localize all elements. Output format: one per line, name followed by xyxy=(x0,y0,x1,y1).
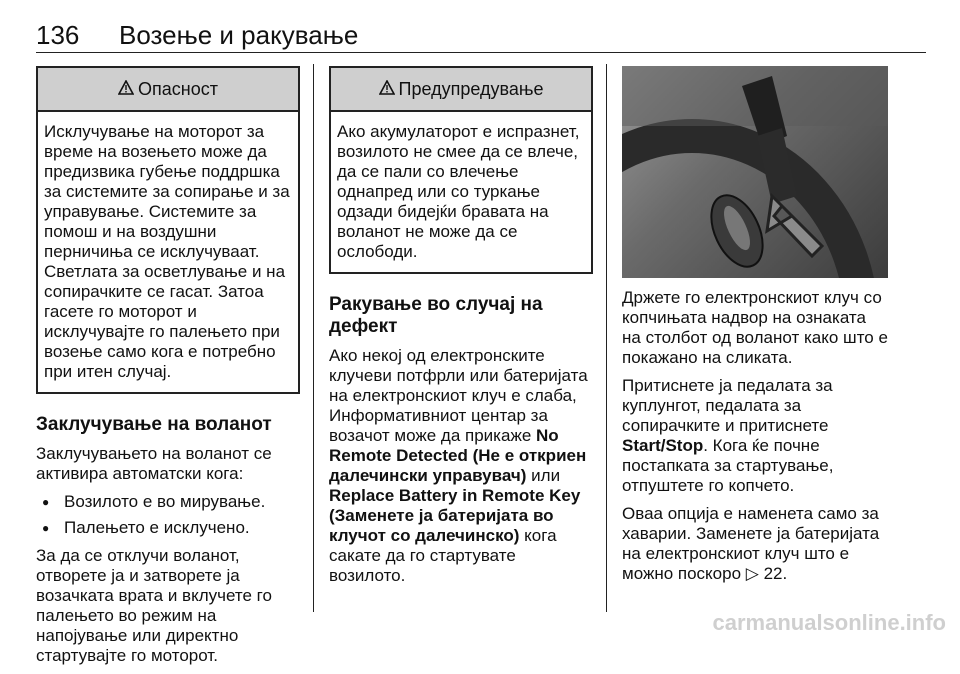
danger-box-title: Опасност xyxy=(138,79,218,99)
message-no-remote: No Remote Detected (Не е откриен далечински управувач) xyxy=(329,426,587,485)
column-divider-2 xyxy=(606,64,607,612)
hold-key-text: Држете го електронскиот клуч со копчињата надвор на ознаката на столбот од воланот како што е покажано на сликата. xyxy=(622,288,888,367)
list-item: ● Палењето е исклучено. xyxy=(36,518,300,538)
warning-box-header xyxy=(331,68,591,112)
warning-triangle-icon xyxy=(118,79,134,99)
malfunction-text-end: кога сакате да го стартувате возилото. xyxy=(329,526,557,585)
malfunction-text-start: Ако некој од електронските клучеви потфрли или батеријата на електронскиот клуч е слаба, Информативниот центар за возачот може да прикаже xyxy=(329,346,588,445)
header-rule xyxy=(36,52,926,53)
emergency-only-start: Оваа опција е наменета само за хаварии. Заменете ја батеријата на електронскиот клуч што е можно поскоро xyxy=(622,504,880,583)
warning-box xyxy=(329,66,593,274)
emergency-only-text xyxy=(622,504,888,584)
page-title: Возење и ракување xyxy=(119,20,359,50)
start-stop-label: Start/Stop xyxy=(622,436,704,455)
page-reference-icon: ▷ xyxy=(745,564,759,583)
warning-box-text: Ако акумулаторот е испразнет, возилото не смее да се влече, да се пали со влечење однапред или со туркање одзади бидејќи бравата на воланот не може да се ослободи. xyxy=(337,122,580,261)
steering-lock-intro: Заклучувањето на воланот се активира автоматски кога: xyxy=(36,444,272,483)
press-pedals-start: Притиснете ја педалата за куплунгот, педалата за сопирачките и притиснете xyxy=(622,376,833,435)
steering-unlock-text: За да се отклучи воланот, отворете ја и затворете ја возачката врата и вклучете го палењето во режим на напојување или директно стартувајте го моторот. xyxy=(36,546,272,665)
right-column xyxy=(622,66,888,592)
page-header xyxy=(36,20,926,52)
press-pedals-text xyxy=(622,376,888,496)
warning-triangle-icon xyxy=(379,79,395,99)
middle-column xyxy=(329,66,593,594)
page-number: 136 xyxy=(36,20,80,50)
or-text: или xyxy=(531,466,561,485)
steering-column-illustration xyxy=(622,66,888,278)
steering-lock-conditions xyxy=(36,492,300,538)
watermark: carmanualsonline.info xyxy=(712,610,946,635)
section-title-steering-lock: Заклучување на воланот xyxy=(36,414,272,435)
section-title-malfunction: Ракување во случај на дефект xyxy=(329,294,543,337)
page-reference: 22. xyxy=(763,564,788,583)
key-position-photo xyxy=(622,66,888,278)
press-pedals-end: . Кога ќе почне постапката за стартување, отпуштете го копчето. xyxy=(622,436,834,495)
message-replace-battery: Replace Battery in Remote Key (Заменете ја батеријата во клучот со далечинско) xyxy=(329,486,581,545)
malfunction-text xyxy=(329,346,593,586)
list-item: ● Возилото е во мирување. xyxy=(36,492,300,512)
column-divider-1 xyxy=(313,64,314,612)
left-column xyxy=(36,66,300,674)
danger-box xyxy=(36,66,300,394)
danger-box-header xyxy=(38,68,298,112)
danger-box-text: Исклучувањe на моторот за време на возењето може да предизвика губење поддршка за системите за сопирање и за управување. Системите за помош и на воздушни перничиња се исклучуваат. Светлата за осветлување и на сопирачките се гасат. Затоа гасете го моторот и исклучувајте го палењето при возење само кога е потребно при итен случај. xyxy=(44,122,290,381)
warning-box-title: Предупредување xyxy=(398,79,544,99)
